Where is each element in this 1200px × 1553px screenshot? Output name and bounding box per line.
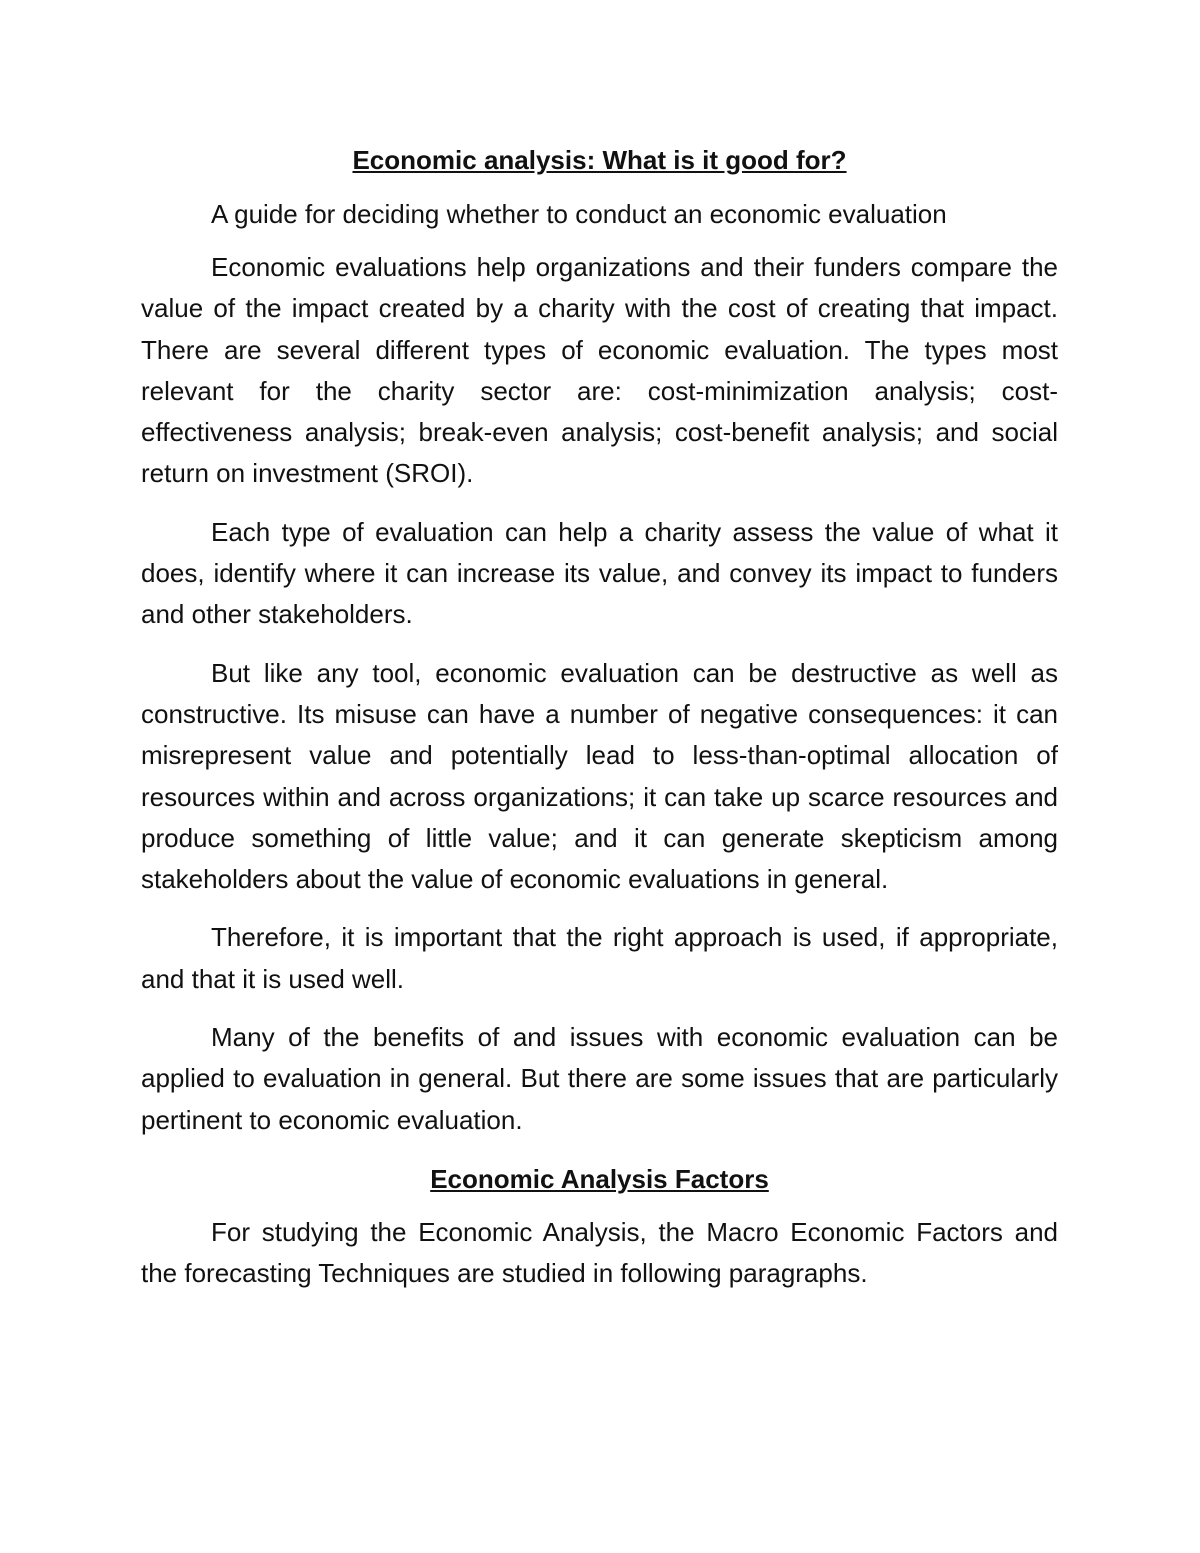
paragraph-misuse-consequences: But like any tool, economic evaluation can be destructive as well as constructive. Its misuse can have a number of negative consequences: it can misrepresent value and potentially lead to less-than-optimal allocation of resources within and across organizations; it can take up scarce resources and produce something of little value; and it can generate skepticism among stakeholders about the value of economic evaluations in general. — [141, 657, 1058, 895]
document-subtitle: A guide for deciding whether to conduct an economic evaluation — [211, 199, 947, 229]
paragraph-types-of-evaluation: Economic evaluations help organizations and their funders compare the value of the impact created by a charity with the cost of creating that impact. There are several different types of economic evaluation. The types most relevant for the charity sector are: cost-minimization analysis; cost-effectiveness analysis; break-even analysis; cost-benefit analysis; and social return on investment (SROI). — [141, 252, 1058, 489]
section-paragraph: For studying the Economic Analysis, the Macro Economic Factors and the forecasting Techniques are studied in following paragraphs. — [141, 1216, 1058, 1289]
document-page — [141, 140, 1058, 1312]
paragraph-pertinent-issues: Many of the benefits of and issues with economic evaluation can be applied to evaluation in general. But there are some issues that are particularly pertinent to economic evaluation. — [141, 1022, 1058, 1135]
paragraph-evaluation-benefits: Each type of evaluation can help a charity assess the value of what it does, identify where it can increase its value, and convey its impact to funders and other stakeholders. — [141, 516, 1058, 630]
paragraph-right-approach: Therefore, it is important that the right approach is used, if appropriate, and that it is used well. — [141, 922, 1058, 994]
section-heading: Economic Analysis Factors — [430, 1163, 769, 1194]
document-title: Economic analysis: What is it good for? — [352, 145, 847, 175]
